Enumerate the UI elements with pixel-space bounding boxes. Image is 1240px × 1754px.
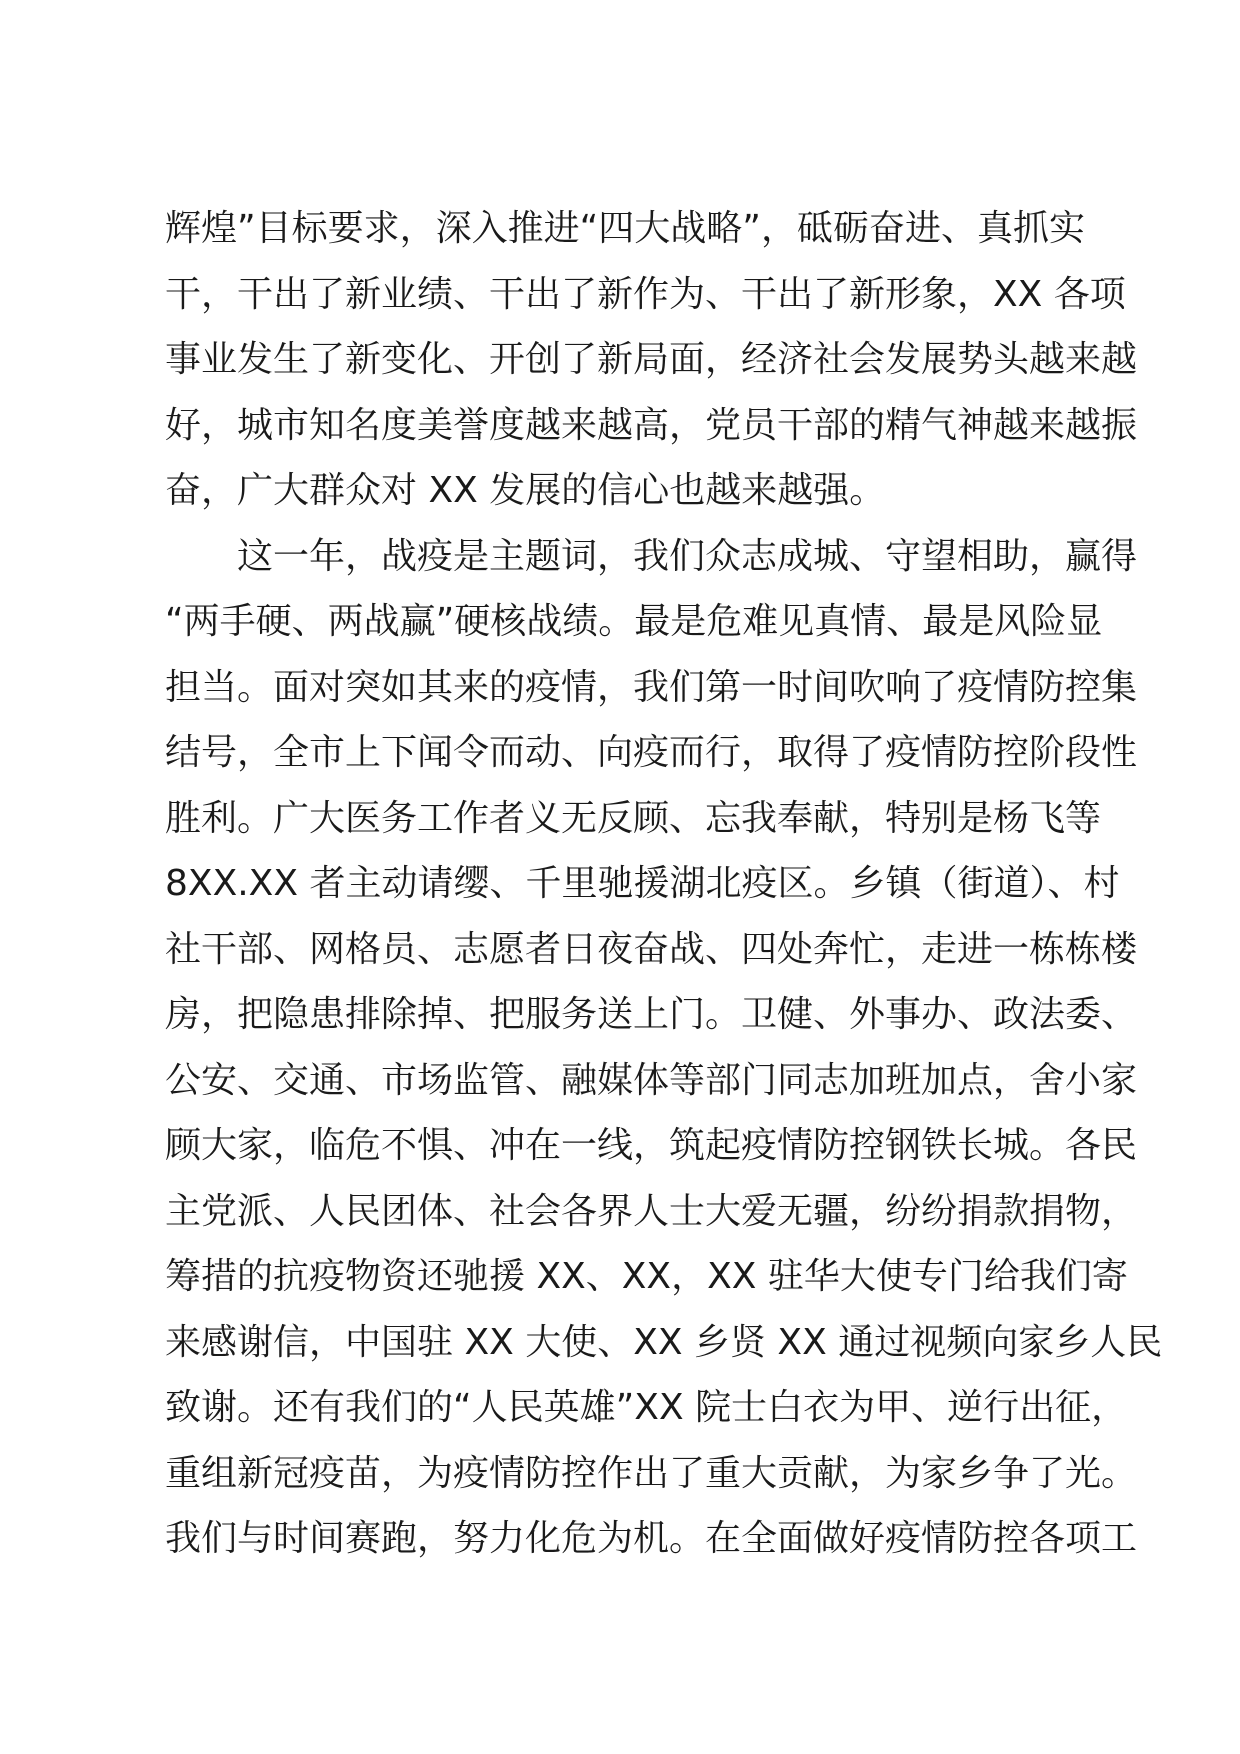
- text-line: 致谢。还有我们的“人民英雄”XX 院士白衣为甲、逆行出征，: [165, 1387, 1128, 1428]
- text-line: 事业发生了新变化、开创了新局面，经济社会发展势头越来越: [165, 339, 1138, 380]
- text-line: 8XX.XX 者主动请缨、千里驰援湖北疫区。乡镇（街道）、村: [165, 863, 1120, 904]
- text-line: 奋，广大群众对 XX 发展的信心也越来越强。: [165, 470, 886, 511]
- text-line: 我们与时间赛跑，努力化危为机。在全面做好疫情防控各项工: [165, 1518, 1138, 1559]
- text-line: 主党派、人民团体、社会各界人士大爱无疆，纷纷捐款捐物，: [165, 1190, 1138, 1232]
- text-line: 筹措的抗疫物资还驰援 XX、XX，XX 驻华大使专门给我们寄: [165, 1256, 1128, 1297]
- text-line: 辉煌”目标要求，深入推进“四大战略”，砥砺奋进、真抓实: [165, 208, 1085, 249]
- text-line: 胜利。广大医务工作者义无反顾、忘我奉献，特别是杨飞等: [165, 797, 1102, 839]
- text-line: 干，干出了新业绩、干出了新作为、干出了新形象，XX 各项: [165, 273, 1126, 315]
- text-line: 公安、交通、市场监管、融媒体等部门同志加班加点，舍小家: [165, 1059, 1138, 1101]
- body-text: [165, 196, 1163, 1572]
- text-line: 来感谢信，中国驻 XX 大使、XX 乡贤 XX 通过视频向家乡人民: [165, 1321, 1163, 1363]
- text-line: 结号，全市上下闻令而动、向疫而行，取得了疫情防控阶段性: [165, 732, 1138, 773]
- text-line: 房，把隐患排除掉、把服务送上门。卫健、外事办、政法委、: [165, 994, 1138, 1035]
- text-line: “两手硬、两战赢”硬核战绩。最是危难见真情、最是风险显: [165, 601, 1103, 642]
- text-line: 顾大家，临危不惧、冲在一线，筑起疫情防控钢铁长城。各民: [165, 1125, 1138, 1166]
- text-line: 社干部、网格员、志愿者日夜奋战、四处奔忙，走进一栋栋楼: [165, 928, 1138, 970]
- text-line: 好，城市知名度美誉度越来越高，党员干部的精气神越来越振: [165, 404, 1138, 446]
- text-line: 重组新冠疫苗，为疫情防控作出了重大贡献，为家乡争了光。: [165, 1452, 1138, 1494]
- paragraph-start-line: 这一年，战疫是主题词，我们众志成城、守望相助，赢得: [237, 535, 1138, 577]
- text-line: 担当。面对突如其来的疫情，我们第一时间吹响了疫情防控集: [165, 666, 1138, 708]
